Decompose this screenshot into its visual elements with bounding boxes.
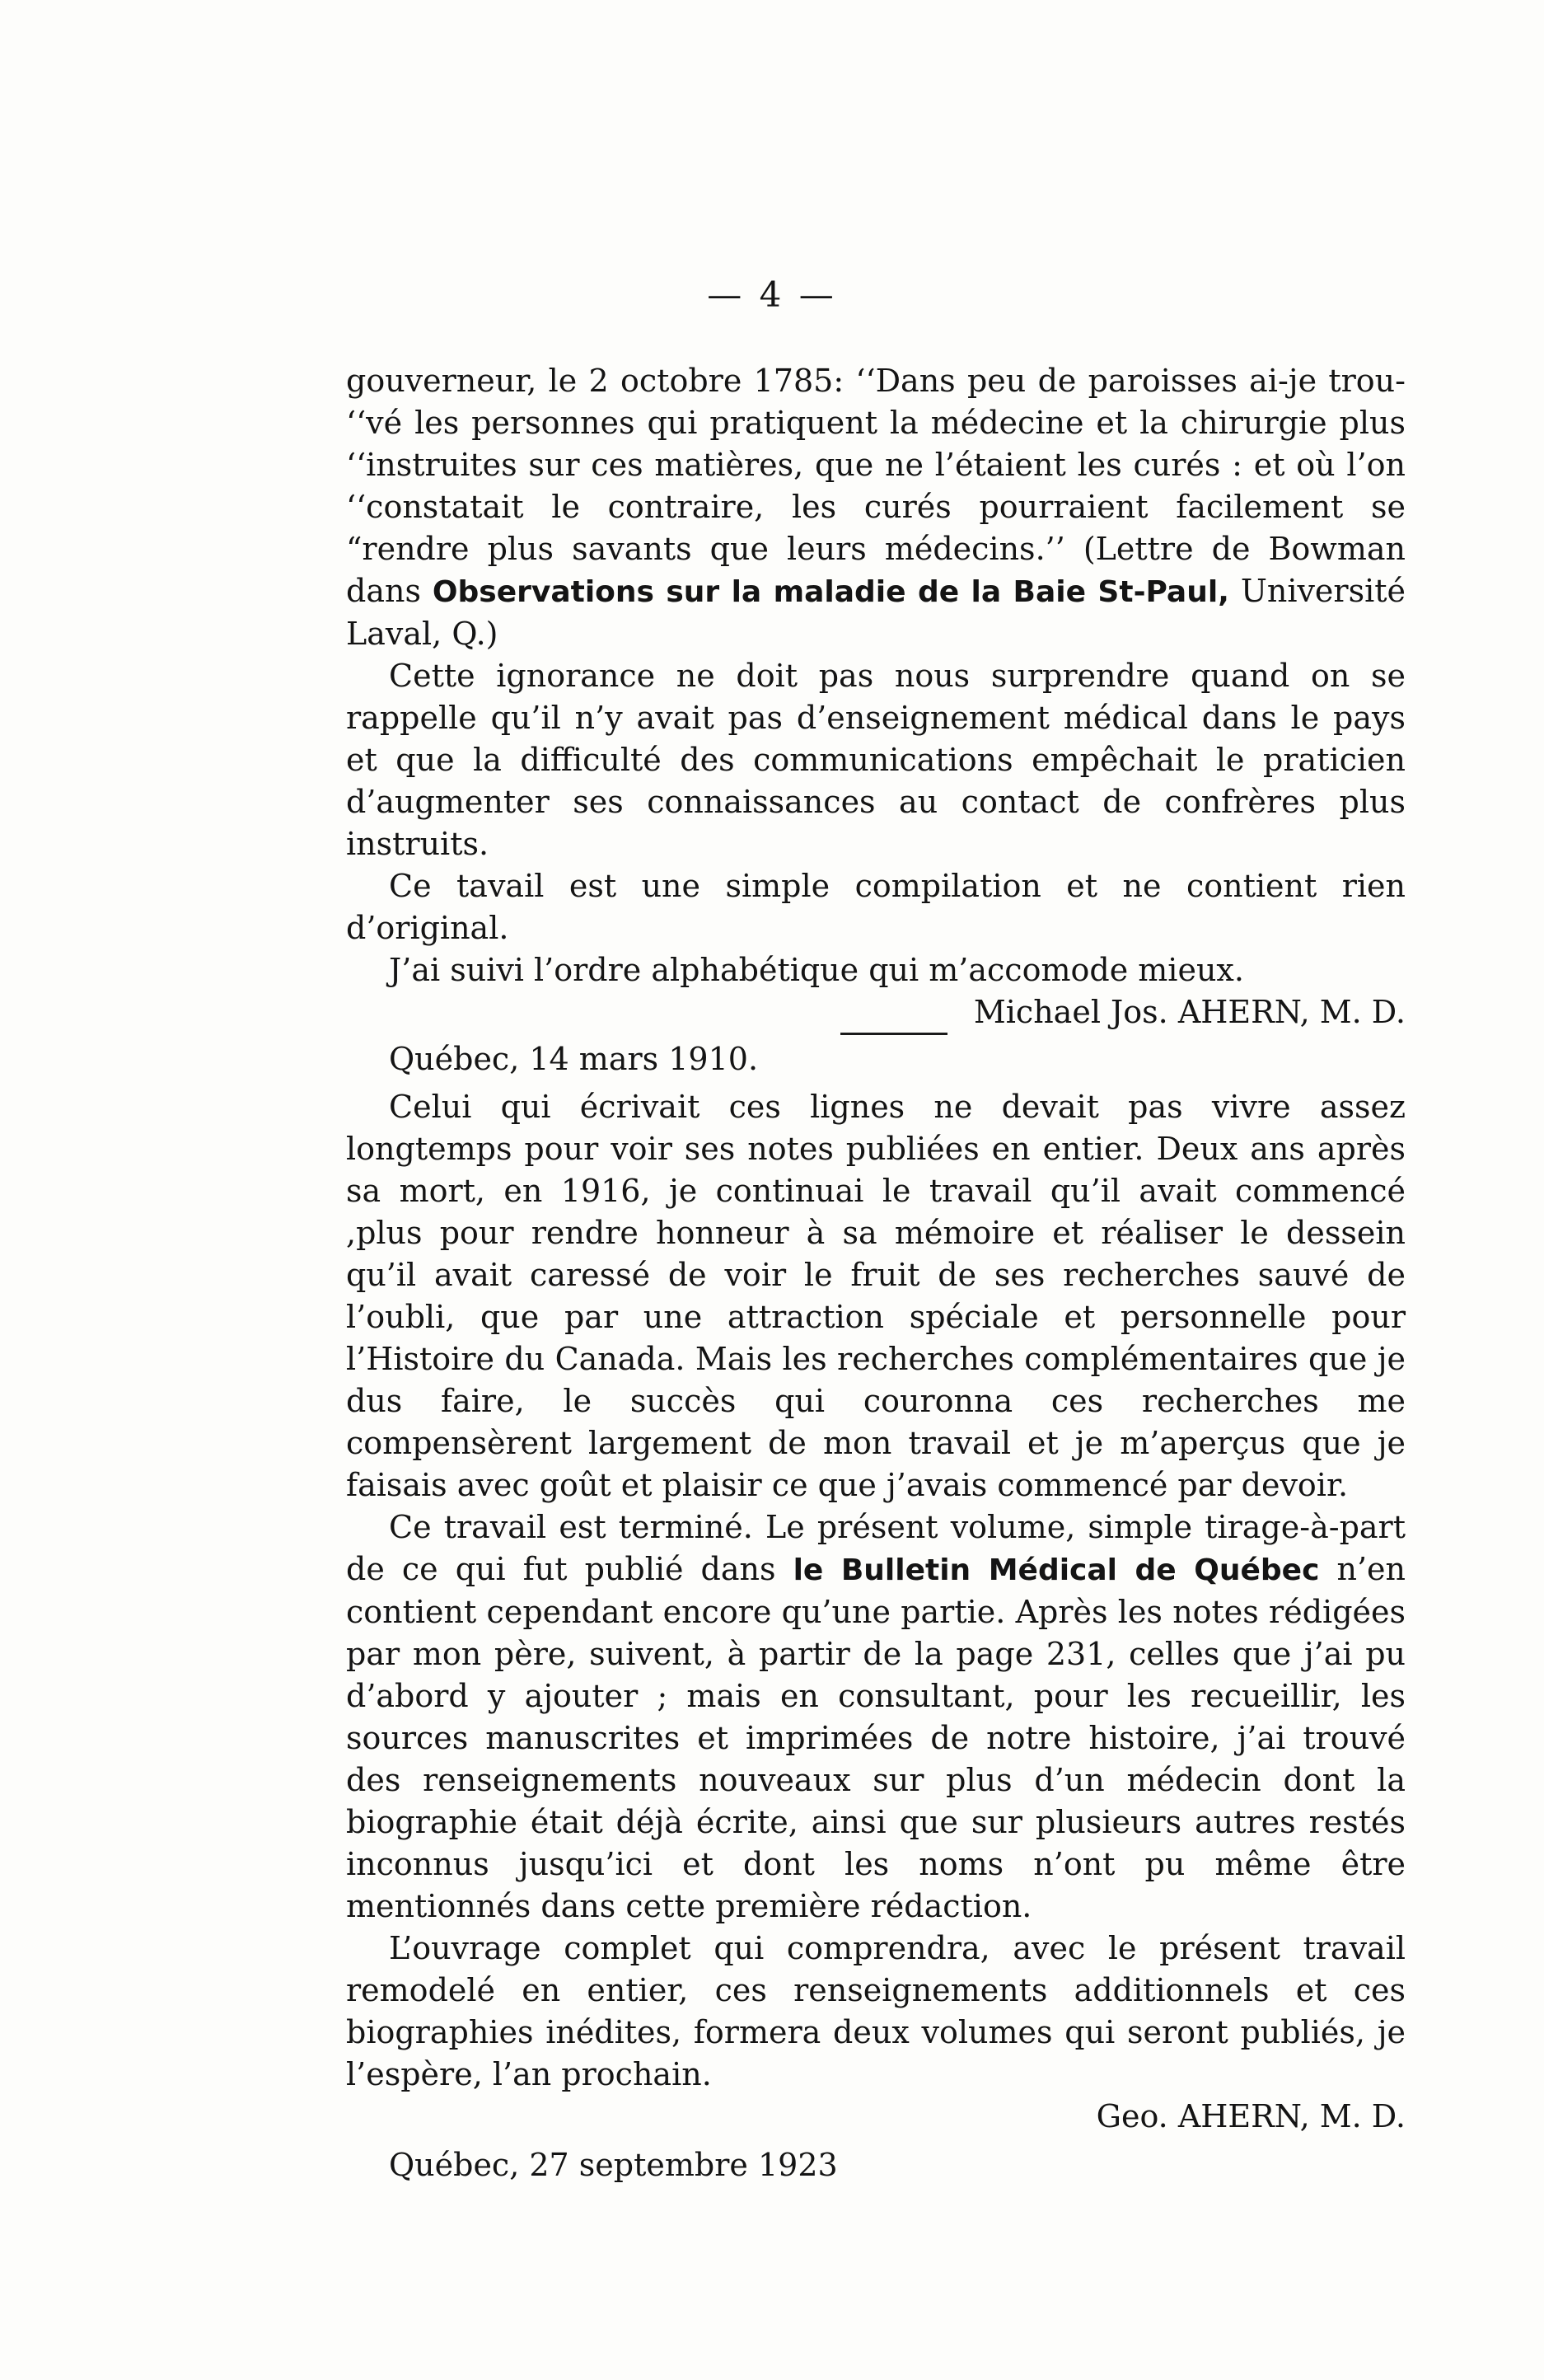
paragraph	[346, 360, 1406, 655]
preface-section-2	[346, 1086, 1406, 2186]
section-divider	[840, 1033, 947, 1035]
paragraph: Celui qui écrivait ces lignes ne devait pas vivre assez longtemps pour voir ses notes publiées en entier. Deux ans après sa mort, en 1916, je continuai le travail qu’il avait commencé ,plus pour rendre honneur à sa mémoire et réaliser le dessein qu’il avait caressé de voir le fruit de ses recherches sauvé de l’oubli, que par une attraction spéciale et personnelle pour l’Histoire du Canada. Mais les recherches complémentaires que je dus faire, le succès qui couronna ces recherches me compensèrent largement de mon travail et je m’aperçus que je faisais avec goût et plaisir ce que j’avais commencé par devoir.	[346, 1089, 1406, 1503]
place-date: Québec, 27 septembre 1923	[389, 2147, 838, 2183]
paragraph: L’ouvrage complet qui comprendra, avec le présent travail remodelé en entier, ces renseignements additionnels et ces biographies inédites, formera deux volumes qui seront publiés, je l’espère, l’an prochain.	[346, 1930, 1406, 2092]
signature: Michael Jos. AHERN, M. D.	[973, 994, 1406, 1030]
quoted-letter-text: gouverneur, le 2 octobre 1785: ‘‘Dans peu de paroisses ai-je trou- ‘‘vé les personnes qui pratiquent la médecine et la chirurgie plus ‘‘instruites sur ces matières, que ne l’étaient les curés : et où l’on ‘‘constatait le contraire, les curés pourraient facilement se “rendre plus savants que leurs médecins.’’ (Lettre de Bowman dans	[346, 363, 1406, 609]
paragraph: Ce tavail est une simple compilation et ne contient rien d’original.	[346, 868, 1406, 946]
page-number: — 4 —	[707, 274, 837, 315]
paragraph	[346, 1506, 1406, 1928]
bold-title: le Bulletin Médical de Québec	[793, 1553, 1320, 1587]
preface-section-1	[346, 360, 1406, 1080]
citation-text: Université Laval, Q.)	[346, 573, 1406, 652]
paragraph: Cette ignorance ne doit pas nous surprendre quand on se rappelle qu’il n’y avait pas d’enseignement médical dans le pays et que la difficulté des communications empêchait le praticien d’augmenter ses connaissances au contact de confrères plus instruits.	[346, 658, 1406, 862]
signature: Geo. AHERN, M. D.	[1096, 2098, 1406, 2134]
place-date: Québec, 14 mars 1910.	[389, 1041, 759, 1077]
paragraph-text: Ce travail est terminé. Le présent volume, simple tirage-à-part de ce qui fut publié dans	[346, 1509, 1406, 1587]
bold-title: Observations sur la maladie de la Baie St-Paul,	[432, 575, 1229, 609]
paragraph-text: n’en contient cependant encore qu’une partie. Après les notes rédigées par mon père, suivent, à partir de la page 231, celles que j’ai pu d’abord y ajouter ; mais en consultant, pour les recueillir, les sources manuscrites et imprimées de notre histoire, j’ai trouvé des renseignements nouveaux sur plus d’un médecin dont la biographie était déjà écrite, ainsi que sur plusieurs autres restés inconnus jusqu’ici et dont les noms n’ont pu même être mentionnés dans cette première rédaction.	[346, 1551, 1406, 1924]
paragraph: J’ai suivi l’ordre alphabétique qui m’accomode mieux.	[389, 952, 1244, 988]
